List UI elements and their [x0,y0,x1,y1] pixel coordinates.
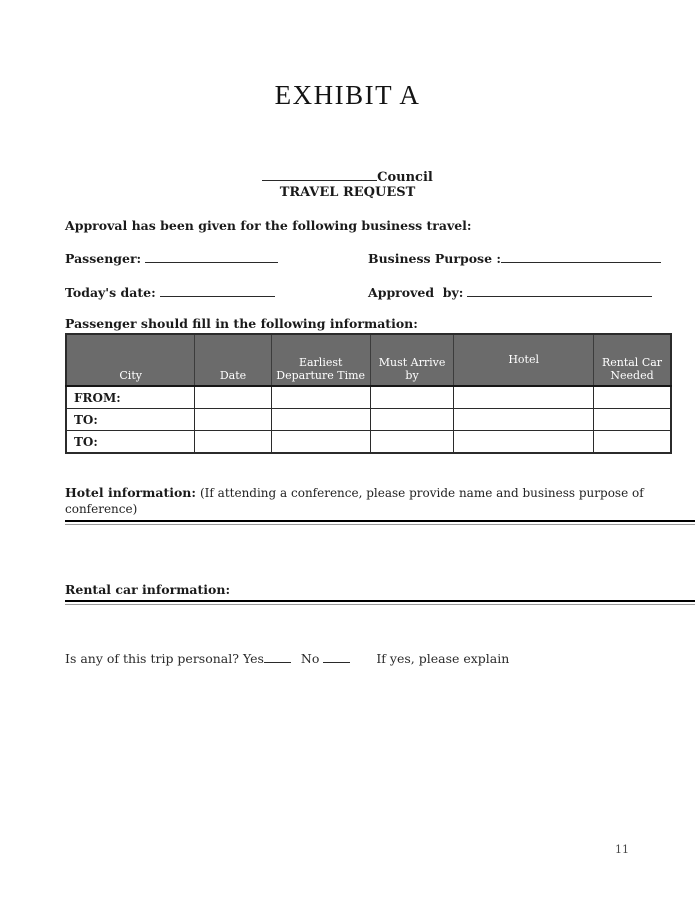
row-label-to: TO: [66,409,195,431]
approved-by-field [368,283,652,301]
todays-date-blank-line [160,283,275,297]
council-label: Council [377,170,433,185]
table-caption: Passenger should fill in the following information: [65,316,418,331]
yes-blank-line [264,649,291,663]
table-cell [195,409,271,431]
todays-date-label: Today's date: [65,285,156,300]
hotel-info-section [65,485,695,522]
no-label: No [300,651,320,666]
page-title: EXHIBIT A [274,80,421,110]
form-header [0,167,695,200]
yes-label: Yes [242,651,264,666]
business-purpose-label: Business Purpose : [368,251,502,266]
rental-car-info-label: Rental car information: [65,582,231,597]
explain-text: If yes, please explain [376,651,510,666]
hotel-info-label: Hotel information: [65,485,196,500]
table-cell [454,386,594,409]
business-purpose-field [368,249,661,267]
table-cell [271,409,370,431]
table-cell [454,431,594,454]
table-row-to-2 [66,431,671,454]
approved-by-blank-line [467,283,652,297]
personal-trip-question [65,649,695,666]
column-header-hotel: Hotel [454,334,594,386]
column-header-must-arrive-by: Must Arrive by [370,334,453,386]
table-cell [594,386,671,409]
passenger-label: Passenger: [65,251,142,266]
table-cell [370,431,453,454]
table-cell [271,386,370,409]
travel-itinerary-table [65,333,672,454]
row-label-from: FROM: [66,386,195,409]
field-row-1 [65,249,695,267]
todays-date-field [65,283,368,301]
rental-car-info-section [65,582,695,602]
column-header-city: City [66,334,195,386]
table-cell [594,431,671,454]
passenger-blank-line [145,249,278,263]
business-purpose-blank-line [501,249,661,263]
table-cell [454,409,594,431]
council-blank-line [262,167,377,181]
table-row-to-1 [66,409,671,431]
column-header-rental-car-needed: Rental Car Needed [594,334,671,386]
question-text: Is any of this trip personal? [65,651,239,666]
table-row-from [66,386,671,409]
intro-text: Approval has been given for the following business travel: [65,218,472,233]
table-header-row [66,334,671,386]
table-cell [271,431,370,454]
row-label-to: TO: [66,431,195,454]
form-subtitle: TRAVEL REQUEST [279,185,416,200]
table-cell [594,409,671,431]
table-cell [370,386,453,409]
table-cell [195,386,271,409]
approved-by-label: Approved by: [368,285,464,300]
hotel-info-note: (If attending a conference, please provide name and business purpose of conference) [65,486,644,516]
no-blank-line [323,649,350,663]
council-line [0,167,695,185]
passenger-field [65,249,368,267]
column-header-earliest-departure-time: Earliest Departure Time [271,334,370,386]
table-cell [370,409,453,431]
table-cell [195,431,271,454]
field-row-2 [65,283,695,301]
column-header-date: Date [195,334,271,386]
page-number: 11 [615,843,629,856]
